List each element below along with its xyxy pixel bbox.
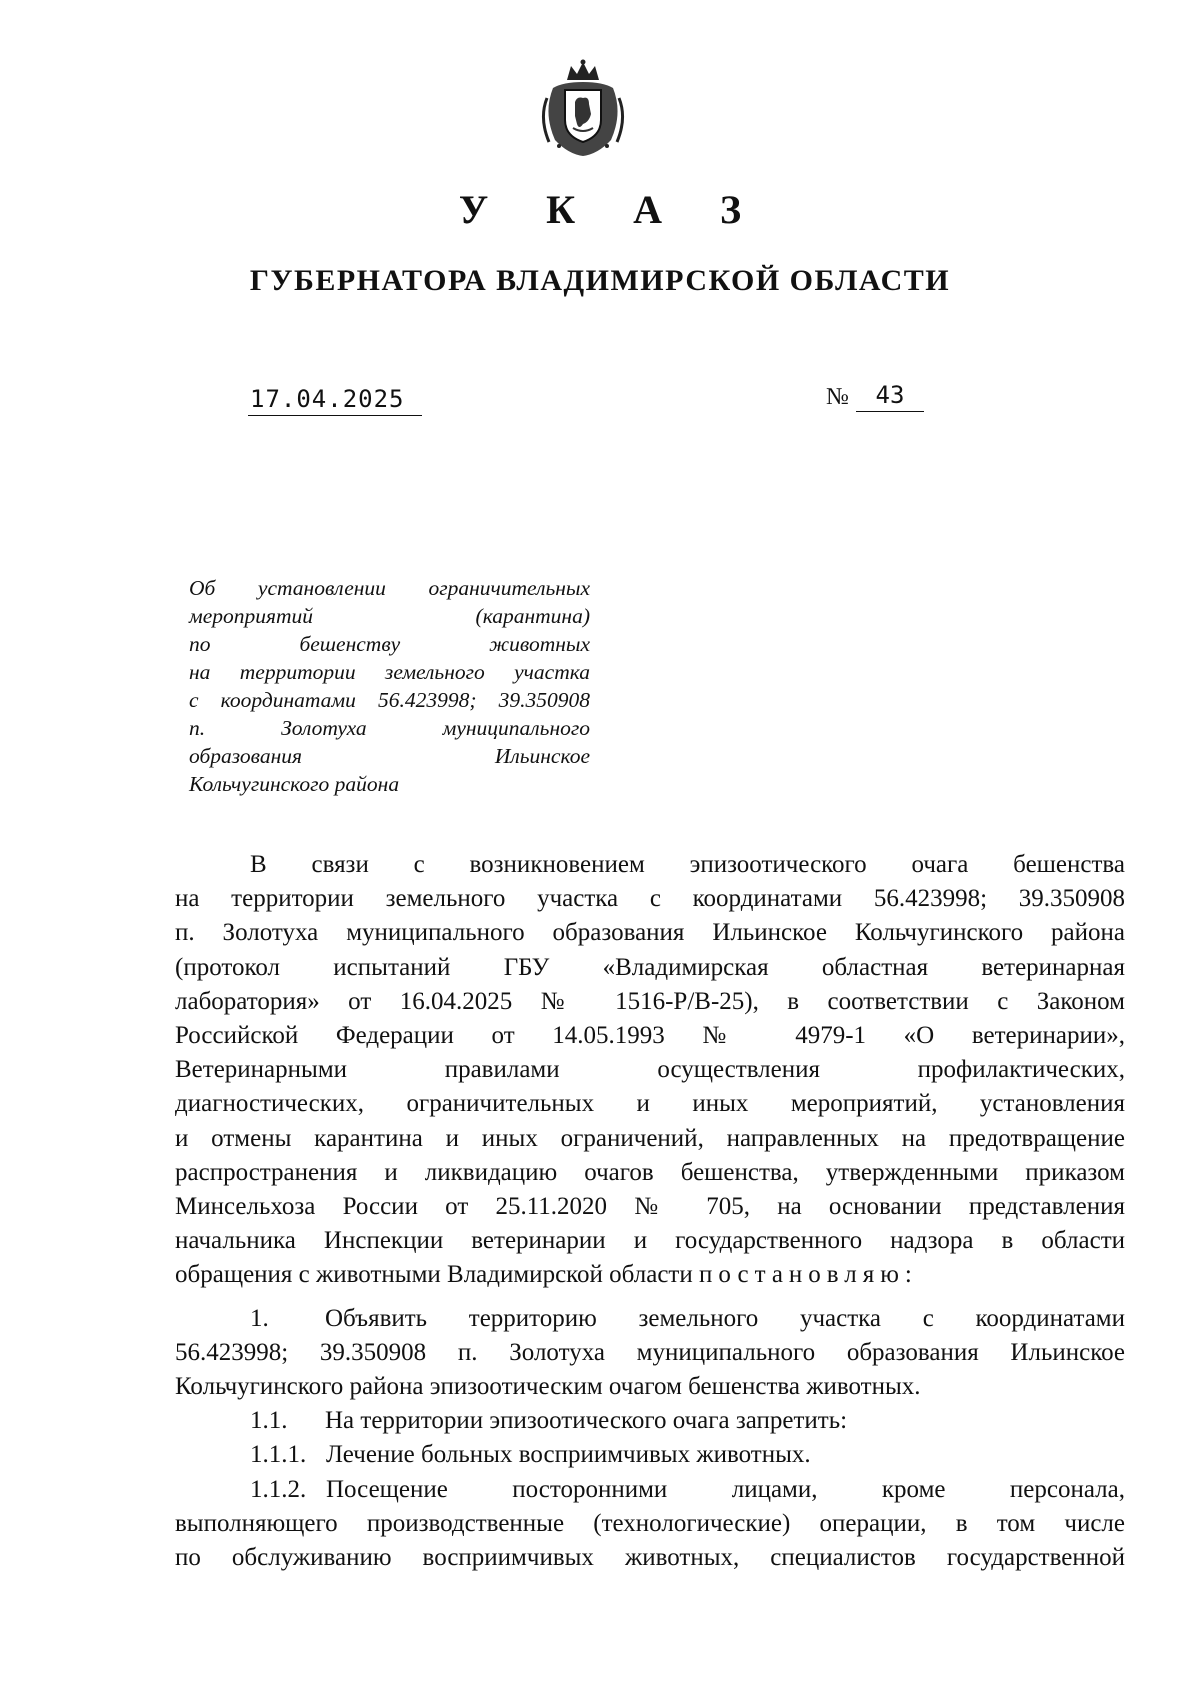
subject-line: Об установлении ограничительных [189, 576, 590, 600]
item-line: по обслуживанию восприимчивых животных, специалистов государственной [175, 1544, 1125, 1572]
item-1-1-2 [175, 1473, 1125, 1576]
item-line: Кольчугинского района эпизоотическим очагом бешенства животных. [175, 1373, 921, 1401]
item-1-1-1 [175, 1438, 1125, 1472]
subject-line: на территории земельного участка [189, 660, 590, 684]
item-number: 1. [250, 1304, 269, 1332]
preamble-line: Российской Федерации от 14.05.1993 № 4979-1 «О ветеринарии», [175, 1022, 1125, 1050]
preamble-line: диагностических, ограничительных и иных мероприятий, установления [175, 1090, 1125, 1118]
item-number: 1.1. [250, 1407, 288, 1435]
preamble-line: Ветеринарными правилами осуществления профилактических, [175, 1056, 1125, 1084]
decree-subject [189, 574, 590, 798]
subject-line: образования Ильинское [189, 744, 590, 768]
item-text: Лечение больных восприимчивых животных. [326, 1441, 811, 1469]
document-title: У К А З [458, 187, 766, 232]
item-1-1 [175, 1404, 1125, 1438]
preamble-line: В связи с возникновением эпизоотического очага бешенства [250, 851, 1125, 878]
item-text: На территории эпизоотического очага запретить: [325, 1407, 848, 1435]
item-line: выполняющего производственные (технологические) операции, в том числе [175, 1509, 1125, 1537]
preamble-last-line [175, 1258, 1125, 1292]
subject-line: с координатами 56.423998; 39.350908 [189, 688, 590, 712]
subject-line: мероприятий (карантина) [189, 604, 590, 628]
item-number: 1.1.1. [250, 1441, 307, 1469]
preamble-line: на территории земельного участка с координатами 56.423998; 39.350908 [175, 885, 1125, 913]
item-1-1-2-first-line [175, 1473, 1125, 1507]
preamble-line: обращения с животными Владимирской области [175, 1261, 693, 1289]
preamble-line: и отмены карантина и иных ограничений, направленных на предотвращение [175, 1124, 1125, 1152]
preamble-line: (протокол испытаний ГБУ «Владимирская областная ветеринарная [175, 953, 1125, 981]
subject-line: Кольчугинского района [189, 772, 400, 796]
item-line: 56.423998; 39.350908 п. Золотуха муниципального образования Ильинское [175, 1338, 1125, 1366]
decree-number: 43 [856, 381, 924, 412]
subject-line: по бешенству животных [189, 632, 590, 656]
decree-word: постановляю: [699, 1261, 918, 1289]
decree-date: 17.04.2025 [248, 385, 422, 416]
subject-line: п. Золотуха муниципального [189, 716, 590, 740]
decree-body [175, 848, 1125, 1575]
item-text: Объявить территорию земельного участка с координатами [325, 1304, 1125, 1332]
preamble-line: п. Золотуха муниципального образования Ильинское Кольчугинского района [175, 919, 1125, 947]
preamble-line: начальника Инспекции ветеринарии и государственного надзора в области [175, 1227, 1125, 1255]
item-text: Посещение посторонними лицами, кроме персонала, [326, 1475, 1125, 1503]
preamble-line: распространения и ликвидацию очагов бешенства, утвержденными приказом [175, 1158, 1125, 1186]
number-sign: № [826, 384, 849, 410]
item-1 [175, 1302, 1125, 1405]
item-number: 1.1.2. [250, 1475, 307, 1503]
preamble-line: Минсельхоза России от 25.11.2020 № 705, на основании представления [175, 1193, 1125, 1221]
document-subtitle: ГУБЕРНАТОРА ВЛАДИМИРСКОЙ ОБЛАСТИ [249, 264, 951, 297]
preamble-line: лаборатория» от 16.04.2025 № 1516-Р/В-25), в соответствии с Законом [175, 987, 1125, 1015]
item-1-first-line [175, 1302, 1125, 1336]
preamble-paragraph [175, 848, 1125, 1293]
coat-of-arms-emblem [533, 58, 633, 158]
